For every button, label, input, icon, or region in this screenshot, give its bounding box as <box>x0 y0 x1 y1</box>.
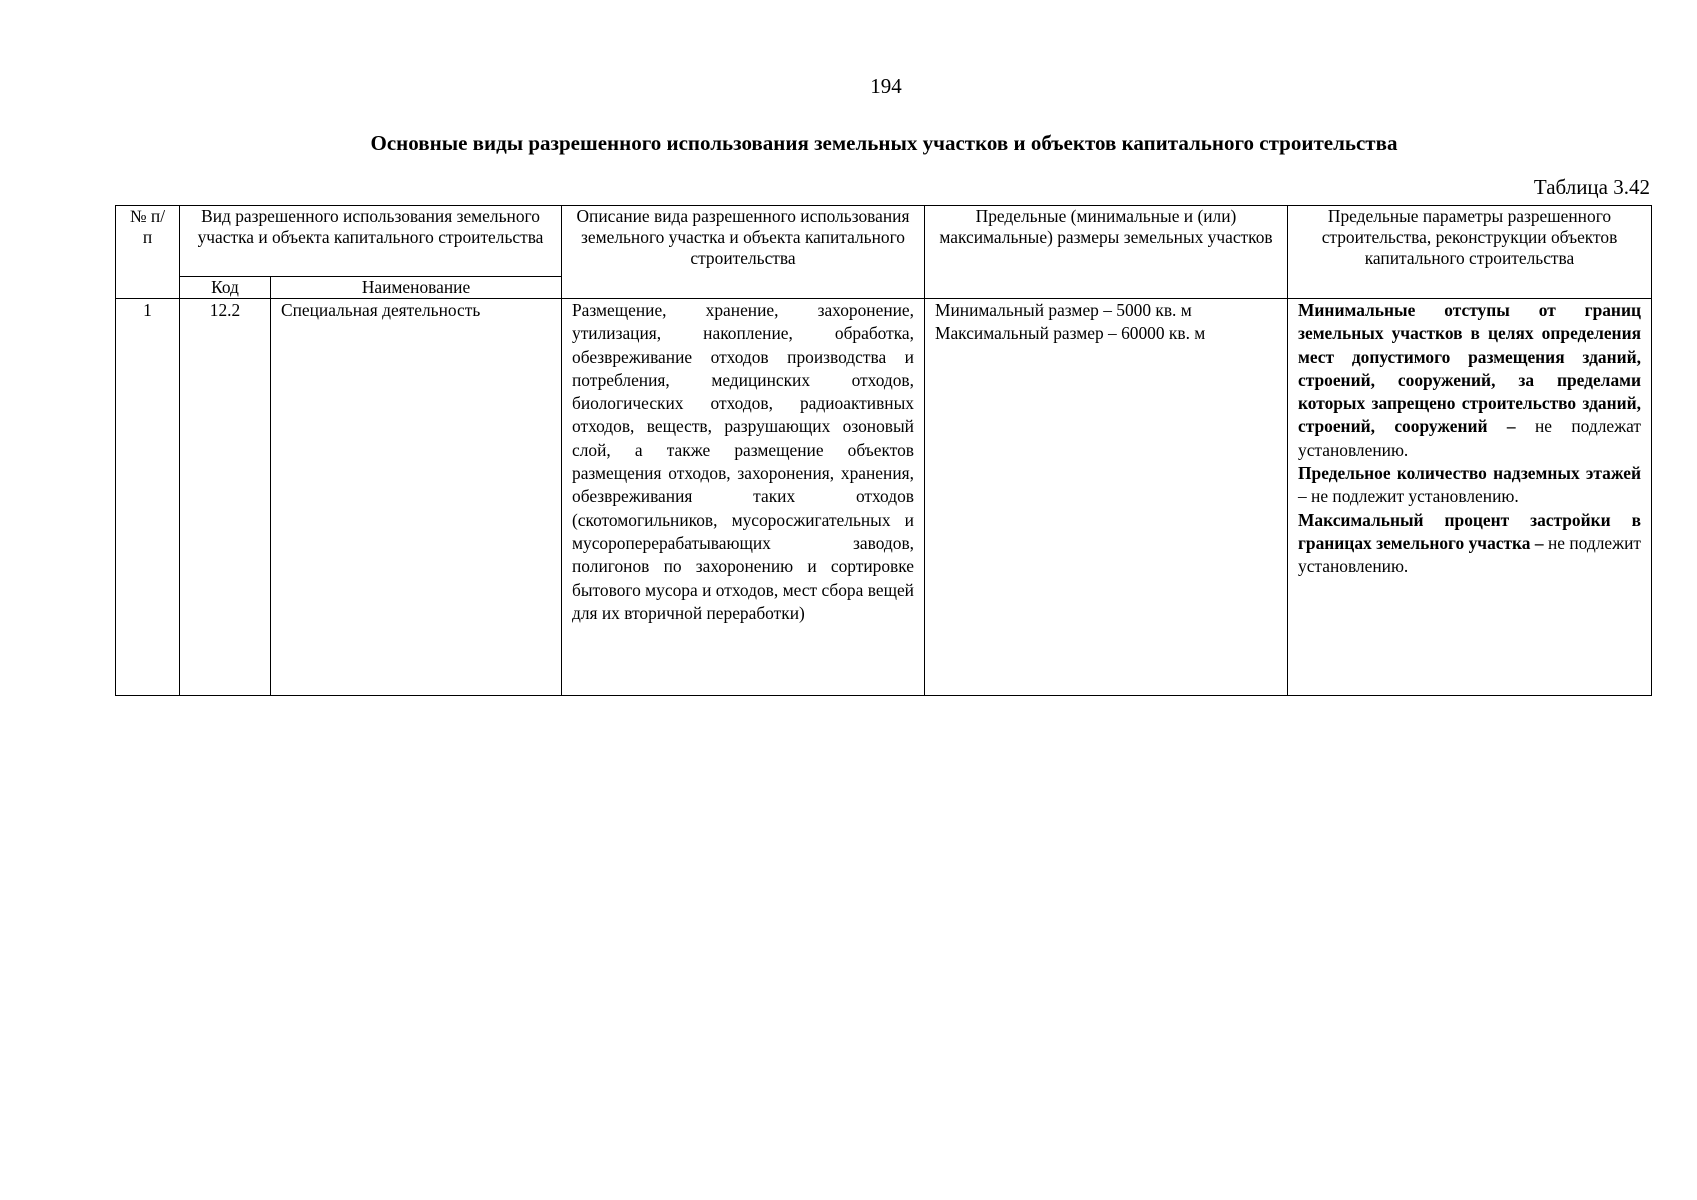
page-number: 194 <box>870 74 902 98</box>
param-coverage-text: не подлежит установлению. <box>1298 532 1642 577</box>
header-name: Наименование <box>271 277 562 299</box>
param-floors-text: – не подлежит установлению. <box>1298 486 1519 507</box>
table-row <box>116 299 1652 696</box>
header-code: Код <box>180 277 271 299</box>
land-use-table <box>115 205 1652 696</box>
param-coverage-bold: Максимальный процент застройки в границах земельного участка – <box>1298 509 1641 553</box>
param-setbacks-text: не подлежат установлению. <box>1298 416 1641 460</box>
header-description: Описание вида разрешенного использования земельного участка и объекта капитального строительства <box>562 206 925 299</box>
cell-code: 12.2 <box>180 299 271 696</box>
header-num: № п/п <box>116 206 180 299</box>
cell-name: Специальная деятельность <box>271 299 562 696</box>
cell-params <box>1288 299 1652 696</box>
header-sizes: Предельные (минимальные и (или) максимальные) размеры земельных участков <box>925 206 1288 299</box>
document-title: Основные виды разрешенного использования земельных участков и объектов капитального строительства <box>370 131 1398 155</box>
param-floors <box>1298 462 1641 509</box>
param-setbacks <box>1298 299 1641 462</box>
size-min: Минимальный размер – 5000 кв. м <box>935 300 1192 320</box>
size-max: Максимальный размер – 60000 кв. м <box>935 323 1206 344</box>
param-setbacks-bold: Минимальные отступы от границ земельных участков в целях определения мест допустимого размещения зданий, строений, сооружений, за пределами которых запрещено строительство зданий, строений, сооружений – <box>1298 300 1641 437</box>
cell-description: Размещение, хранение, захоронение, утилизация, накопление, обработка, обезвреживание отходов производства и потребления, медицинских отходов, биологических отходов, радиоактивных отходов, веществ, разрушающих озоновый слой, а также размещение объектов размещения отходов, захоронения, хранения, обезвреживания таких отходов (скотомогильников, мусоросжигательных и мусороперерабатывающих заводов, полигонов по захоронению и сортировке бытового мусора и отходов, мест сбора вещей для их вторичной переработки) <box>562 299 925 696</box>
header-view: Вид разрешенного использования земельного участка и объекта капитального строительства <box>180 206 562 277</box>
header-params: Предельные параметры разрешенного строительства, реконструкции объектов капитального строительства <box>1288 206 1652 299</box>
table-label: Таблица 3.42 <box>1533 175 1650 199</box>
param-floors-bold: Предельное количество надземных этажей <box>1298 463 1641 484</box>
param-coverage <box>1298 509 1641 579</box>
cell-sizes <box>925 299 1288 696</box>
cell-num: 1 <box>116 299 180 696</box>
